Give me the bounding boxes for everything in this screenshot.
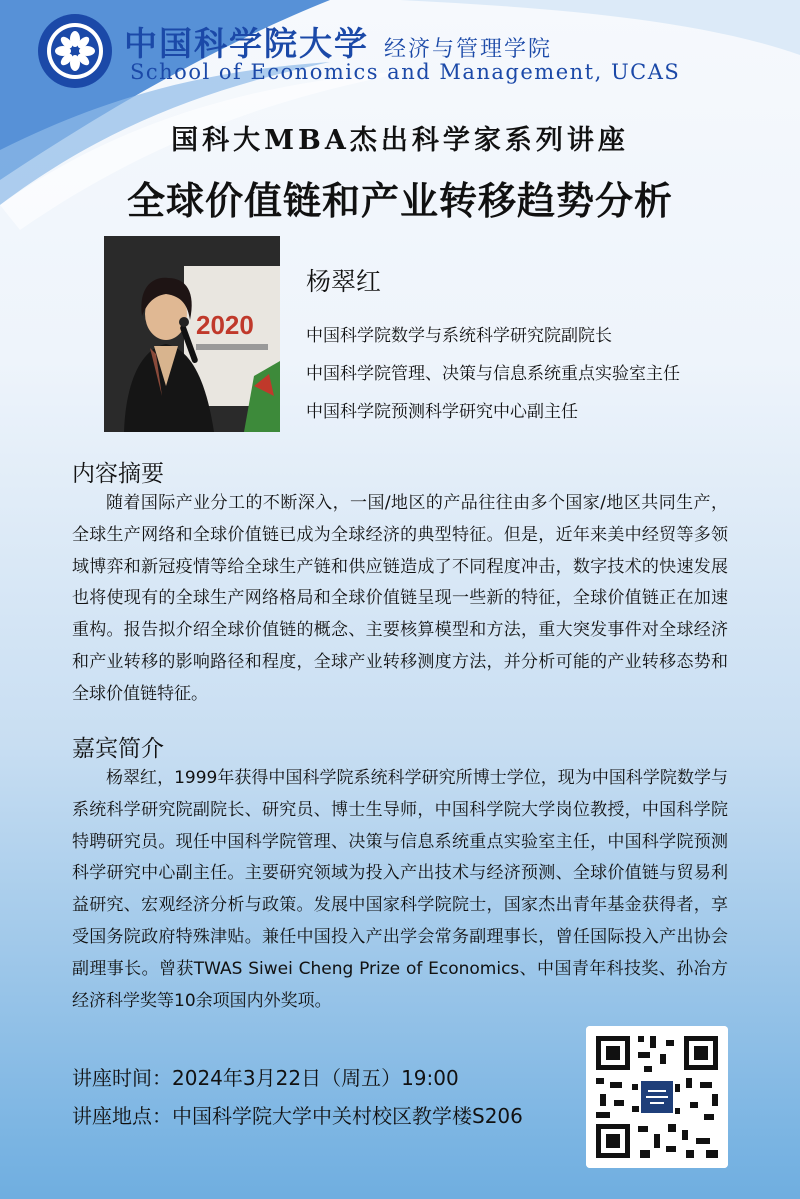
lecture-location-label: 讲座地点： [72, 1104, 172, 1128]
photo-banner-text: 2020 [196, 310, 254, 340]
speaker-title-item: 中国科学院管理、决策与信息系统重点实验室主任 [306, 364, 680, 384]
lecture-time-value: 2024年3月22日（周五）19:00 [172, 1066, 459, 1090]
speaker-photo [104, 236, 280, 432]
speaker-name: 杨翠红 [306, 267, 382, 296]
lecture-title: 全球价值链和产业转移趋势分析 [126, 179, 673, 223]
abstract-body: 随着国际产业分工的不断深入，一国/地区的产品往往由多个国家/地区共同生产，全球生产网络和全球价值链已成为全球经济的典型特征。但是，近年来美中经贸等多领域博弈和新冠疫情等给全球生产链和供应链造成了不同程度冲击，数字技术的快速发展也将使现有的全球生产网络格局和全球价值链呈现一些新的特征，全球价值链正在加速重构。报告拟介绍全球价值链的概念、主要核算模型和方法，重大突发事件对全球经济和产业转移的影响路径和程度，全球产业转移测度方法，并分析可能的产业转移态势和全球价值链特征。 [72, 493, 728, 704]
speaker-title-item: 中国科学院数学与系统科学研究院副院长 [306, 326, 612, 346]
qr-code-icon [586, 1026, 728, 1168]
university-name-cn: 中国科学院大学 [124, 24, 369, 63]
ucas-logo-icon [36, 12, 114, 90]
school-name-cn: 经济与管理学院 [384, 37, 553, 62]
lecture-series-title: 国科大MBA杰出科学家系列讲座 [171, 125, 629, 156]
bio-body: 杨翠红，1999年获得中国科学院系统科学研究所博士学位，现为中国科学院数学与系统科学研究院副院长、研究员、博士生导师，中国科学院大学岗位教授，中国科学院特聘研究员。现任中国科学院管理、决策与信息系统重点实验室主任，中国科学院预测科学研究中心副主任。主要研究领域为投入产出技术与经济预测、全球价值链与贸易利益研究、宏观经济分析与政策。发展中国家科学院院士，国家杰出青年基金获得者，享受国务院政府特殊津贴。兼任中国投入产出学会常务副理事长，曾任国际投入产出协会副理事长。曾获TWAS Siwei Cheng Prize of Economics、中国青年科技奖、孙冶方经济科学奖等10余项国内外奖项。 [72, 768, 728, 1011]
bio-heading: 嘉宾简介 [72, 736, 164, 762]
speaker-title-list [306, 317, 680, 431]
lecture-location-value: 中国科学院大学中关村校区教学楼S206 [172, 1104, 523, 1128]
lecture-location [72, 1100, 523, 1129]
school-name-en: School of Economics and Management, UCAS [130, 60, 681, 84]
lecture-time [72, 1062, 459, 1091]
speaker-title-item: 中国科学院预测科学研究中心副主任 [306, 402, 578, 422]
abstract-heading: 内容摘要 [72, 461, 164, 487]
lecture-time-label: 讲座时间： [72, 1066, 172, 1090]
